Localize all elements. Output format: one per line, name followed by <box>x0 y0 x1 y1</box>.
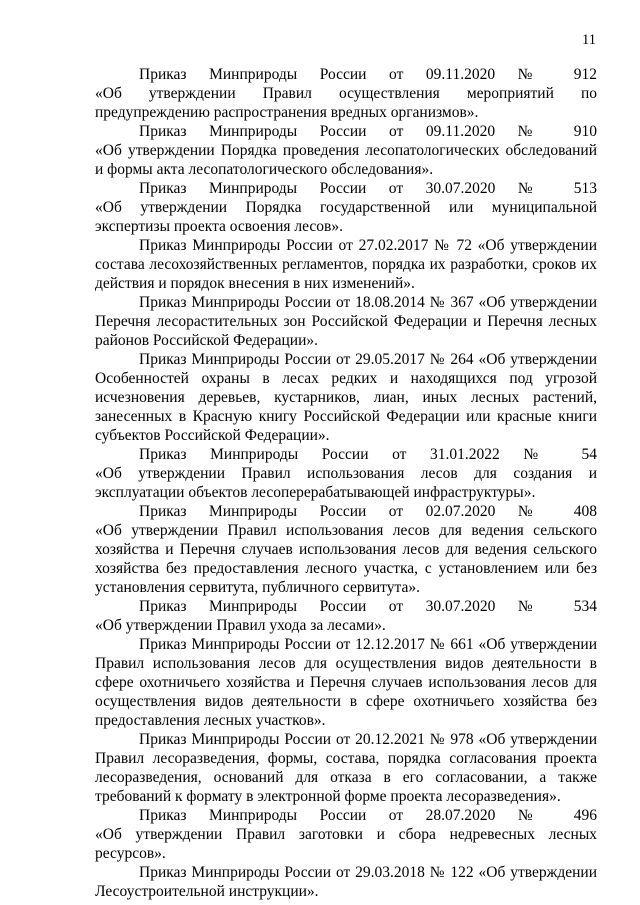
paragraph-1-body: «Об утверждении Правил осуществления мероприятий по предупреждению распространения вредных организмов». <box>95 85 597 121</box>
paragraph-7-first-line: Приказ Минприроды России от 31.01.2022 № 54 <box>139 446 597 463</box>
paragraph-8-first-line: Приказ Минприроды России от 02.07.2020 № 408 <box>139 503 597 520</box>
paragraph-10: Приказ Минприроды России от 12.12.2017 № 661 «Об утверждении Правил использования лесов для осуществления видов деятельности в сфере охотничьего хозяйства и Перечня случаев использования лесов для осуществления видов деятельности в сфере охотничьего хозяйства без предоставления лесных участков». <box>95 636 597 729</box>
paragraph-12-first-line: Приказ Минприроды России от 28.07.2020 № 496 <box>139 807 597 824</box>
paragraph-4: Приказ Минприроды России от 27.02.2017 № 72 «Об утверждении состава лесохозяйственных регламентов, порядка их разработки, сроков их действия и порядок внесения в них изменений». <box>95 237 597 292</box>
paragraph-5: Приказ Минприроды России от 18.08.2014 № 367 «Об утверждении Перечня лесорастительных зон Российской Федерации и Перечня лесных районов Российской Федерации». <box>95 294 597 349</box>
paragraph-3-body: «Об утверждении Порядка государственной или муниципальной экспертизы проекта освоения лесов». <box>95 199 597 235</box>
page-number: 11 <box>582 32 596 48</box>
paragraph-1-first-line: Приказ Минприроды России от 09.11.2020 № 912 <box>139 66 597 83</box>
paragraph-11: Приказ Минприроды России от 20.12.2021 № 978 «Об утверждении Правил лесоразведения, формы, состава, порядка согласования проекта лесоразведения, оснований для отказа в его согласовании, а также требований к формату в электронной форме проекта лесоразведения». <box>95 731 597 805</box>
paragraph-13: Приказ Минприроды России от 29.03.2018 № 122 «Об утверждении Лесоустроительной инструкции». <box>95 864 597 900</box>
paragraph-8-body: «Об утверждении Правил использования лесов для ведения сельского хозяйства и Перечня случаев использования лесов для ведения сельского хозяйства без предоставления лесного участка, с установлением или без установления сервитута, публичного сервитута». <box>95 522 597 596</box>
paragraph-9-first-line: Приказ Минприроды России от 30.07.2020 № 534 <box>139 598 597 615</box>
document-body <box>95 65 597 901</box>
paragraph-3-first-line: Приказ Минприроды России от 30.07.2020 № 513 <box>139 180 597 197</box>
paragraph-2-body: «Об утверждении Порядка проведения лесопатологических обследований и формы акта лесопатологического обследования». <box>95 142 597 178</box>
paragraph-2-first-line: Приказ Минприроды России от 09.11.2020 № 910 <box>139 123 597 140</box>
paragraph-12-body: «Об утверждении Правил заготовки и сбора недревесных лесных ресурсов». <box>95 826 597 862</box>
paragraph-6: Приказ Минприроды России от 29.05.2017 № 264 «Об утверждении Особенностей охраны в лесах редких и находящихся под угрозой исчезновения деревьев, кустарников, лиан, иных лесных растений, занесенных в Красную книгу Российской Федерации или красные книги субъектов Российской Федерации». <box>95 351 597 444</box>
paragraph-9-body: «Об утверждении Правил ухода за лесами». <box>95 617 386 634</box>
paragraph-7-body: «Об утверждении Правил использования лесов для создания и эксплуатации объектов лесоперерабатывающей инфраструктуры». <box>95 465 597 501</box>
